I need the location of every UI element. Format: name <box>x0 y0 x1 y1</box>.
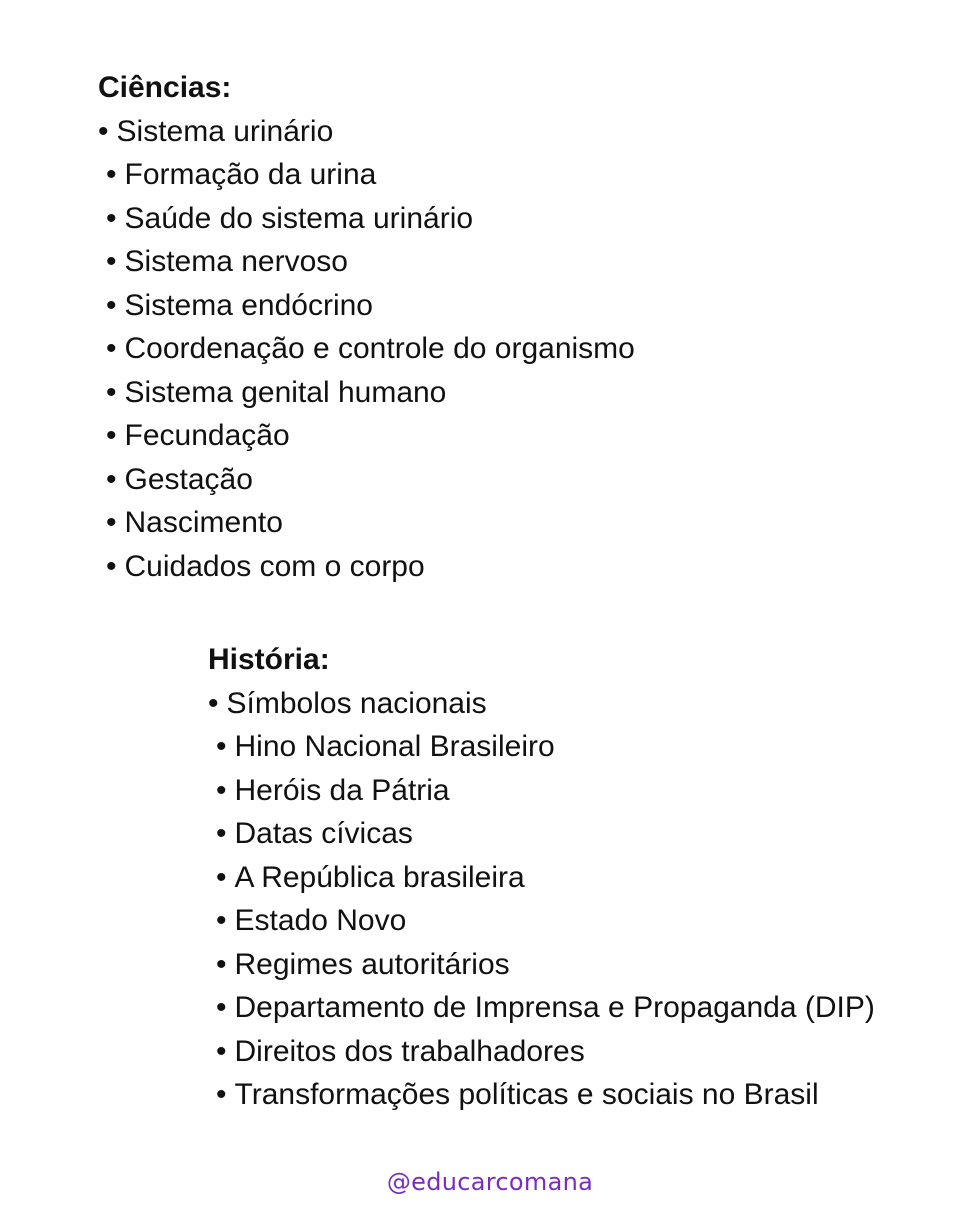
bullet-icon: • <box>216 817 227 850</box>
list-item-text: Hino Nacional Brasileiro <box>234 730 555 763</box>
list-item-text: Nascimento <box>124 506 283 539</box>
list-item <box>208 1073 875 1117</box>
bullet-icon: • <box>106 158 117 191</box>
list-item-text: A República brasileira <box>234 860 525 894</box>
list-item <box>208 943 875 987</box>
historia-list <box>208 682 875 1117</box>
bullet-icon: • <box>106 462 117 496</box>
list-item-text: Departamento de Imprensa e Propaganda (DIP) <box>234 991 875 1024</box>
bullet-icon: • <box>98 114 109 148</box>
bullet-icon: • <box>106 375 117 409</box>
list-item <box>98 414 635 458</box>
list-item <box>98 371 635 415</box>
list-item-text: Estado Novo <box>234 904 407 937</box>
bullet-icon: • <box>106 245 117 278</box>
bullet-icon: • <box>106 332 117 365</box>
list-item <box>208 986 875 1030</box>
list-item-text: Cuidados com o corpo <box>124 549 425 583</box>
historia-section <box>208 638 875 1117</box>
ciencias-heading: Ciências: <box>98 71 232 104</box>
list-item-text: Sistema nervoso <box>124 245 348 278</box>
list-item <box>98 240 635 284</box>
bullet-icon: • <box>106 506 117 539</box>
bullet-icon: • <box>208 686 219 720</box>
ciencias-section <box>98 66 635 588</box>
list-item <box>208 899 875 943</box>
list-item <box>98 501 635 545</box>
list-item-text: Fecundação <box>124 419 290 452</box>
bullet-icon: • <box>216 1034 227 1068</box>
bullet-icon: • <box>216 947 227 981</box>
list-item <box>98 284 635 328</box>
list-item-text: Sistema urinário <box>116 114 334 148</box>
list-item <box>98 458 635 502</box>
list-item-text: Formação da urina <box>124 158 377 191</box>
list-item-text: Regimes autoritários <box>234 947 510 981</box>
list-item <box>208 769 875 813</box>
list-item-text: Símbolos nacionais <box>226 686 487 720</box>
list-item-text: Transformações políticas e sociais no Brasil <box>234 1078 819 1111</box>
bullet-icon: • <box>216 730 227 763</box>
bullet-icon: • <box>216 991 227 1024</box>
list-item <box>98 197 635 241</box>
list-item-text: Gestação <box>124 462 253 496</box>
list-item-text: Heróis da Pátria <box>234 773 450 807</box>
list-item <box>98 110 635 154</box>
bullet-icon: • <box>216 904 227 937</box>
list-item-text: Sistema endócrino <box>124 288 373 322</box>
list-item-text: Direitos dos trabalhadores <box>234 1034 585 1068</box>
list-item <box>208 725 875 769</box>
list-item <box>98 327 635 371</box>
list-item-text: Sistema genital humano <box>124 375 447 409</box>
list-item <box>208 682 875 726</box>
list-item-text: Saúde do sistema urinário <box>124 201 474 235</box>
bullet-icon: • <box>106 549 117 583</box>
list-item <box>208 856 875 900</box>
bullet-icon: • <box>216 1078 227 1111</box>
social-handle: @educarcomana <box>386 1168 594 1196</box>
bullet-icon: • <box>106 419 117 452</box>
ciencias-list <box>98 110 635 589</box>
bullet-icon: • <box>216 773 227 807</box>
bullet-icon: • <box>216 860 227 894</box>
list-item <box>208 1030 875 1074</box>
list-item <box>98 153 635 197</box>
historia-heading: História: <box>208 643 330 676</box>
bullet-icon: • <box>106 201 117 235</box>
list-item <box>98 545 635 589</box>
bullet-icon: • <box>106 288 117 322</box>
list-item-text: Coordenação e controle do organismo <box>124 332 635 365</box>
list-item-text: Datas cívicas <box>234 817 413 850</box>
list-item <box>208 812 875 856</box>
